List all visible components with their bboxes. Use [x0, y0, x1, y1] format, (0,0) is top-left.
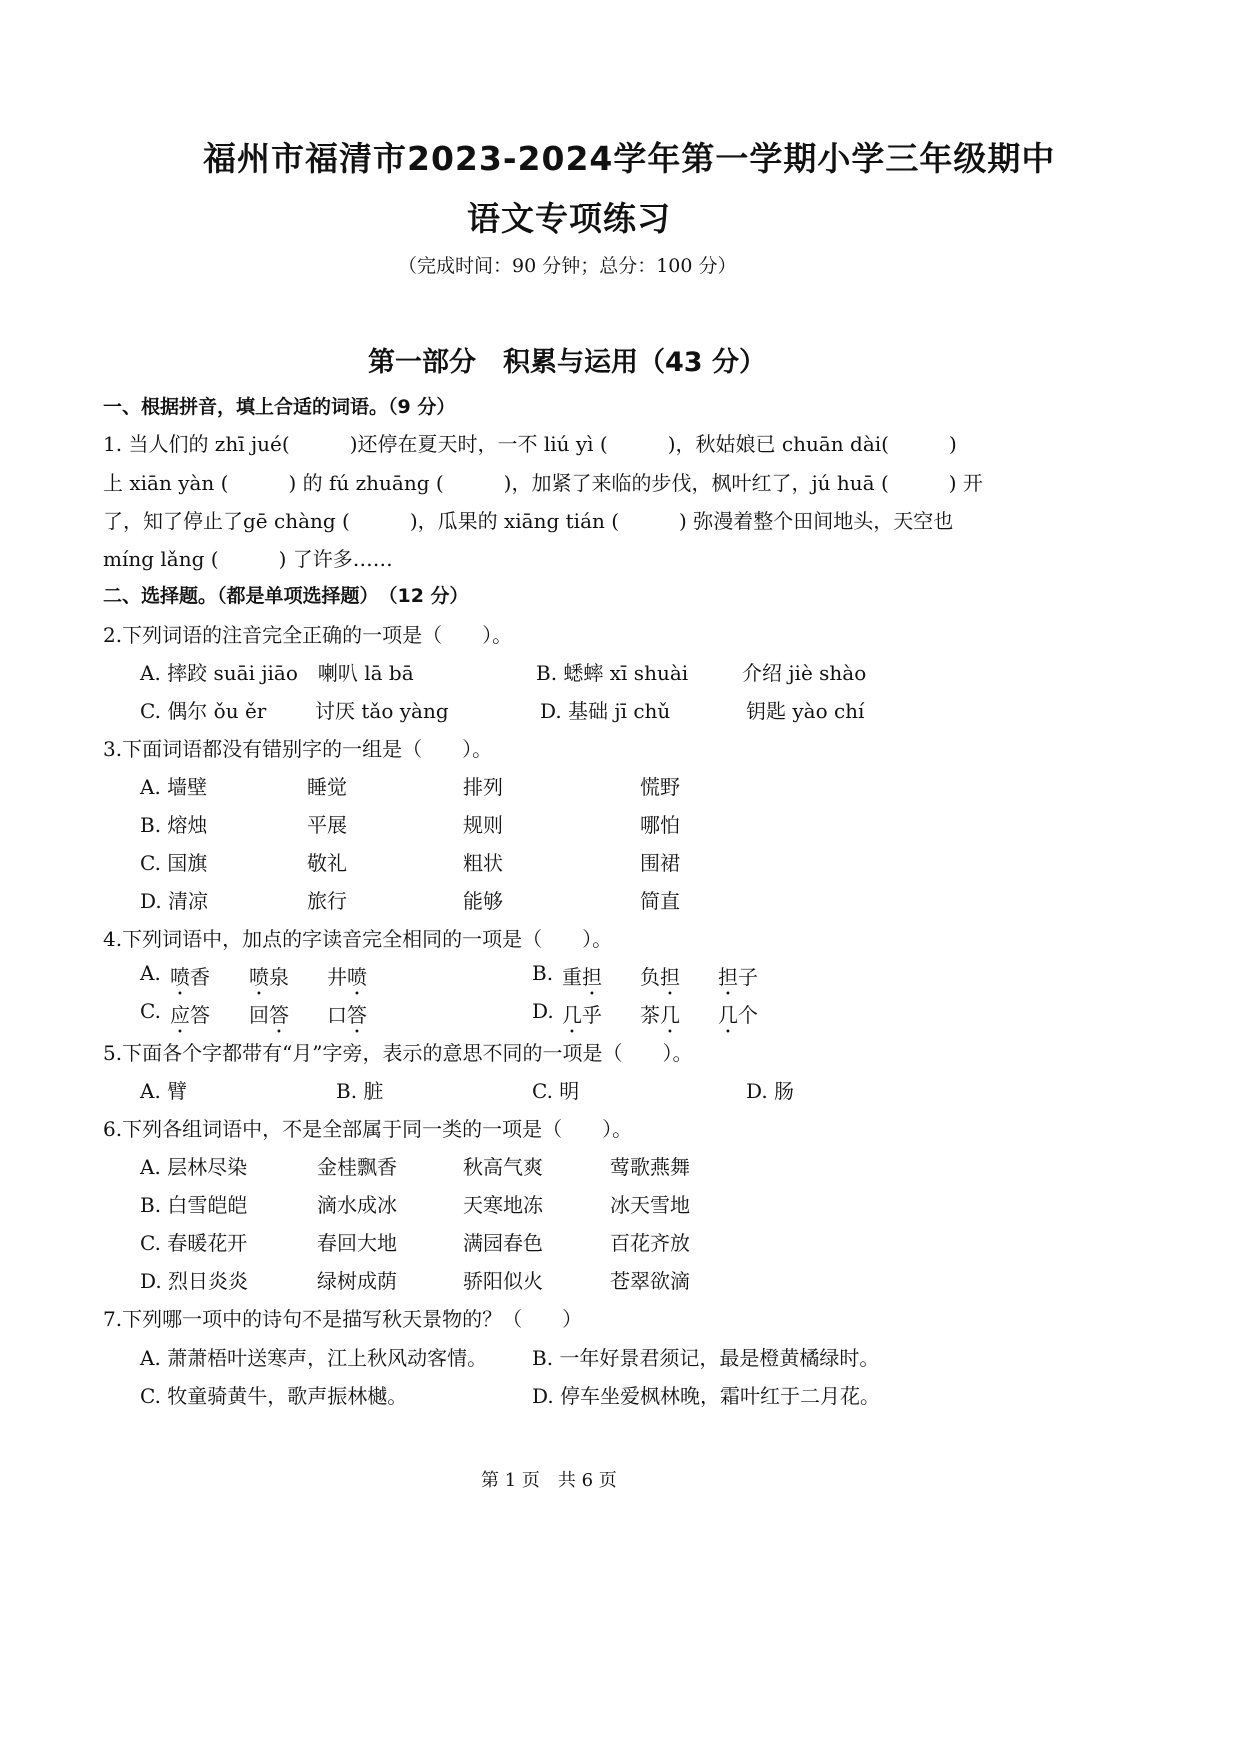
q4-a-label: A. [140, 961, 161, 985]
q3-d-4: 简直 [640, 889, 680, 913]
page-footer: 第 1 页 共 6 页 [481, 1470, 617, 1491]
q1-line1: 1. 当人们的 zhī jué( )还停在夏天时，一不 liú yì ( )，秋姑娘已 chuān dài( ) [103, 432, 957, 456]
q4-b-label: B. [532, 961, 554, 985]
q5-stem: 5.下面各个字都带有“月”字旁，表示的意思不同的一项是（ ）。 [103, 1041, 693, 1065]
q7-option-b: B. 一年好景君须记，最是橙黄橘绿时。 [532, 1346, 880, 1370]
q4-a-word3: 井喷 [327, 965, 367, 989]
q6-b-4: 冰天雪地 [610, 1193, 690, 1217]
q6-d-2: 绿树成荫 [317, 1269, 397, 1293]
q6-c-2: 春回大地 [317, 1231, 397, 1255]
q6-d-3: 骄阳似火 [463, 1269, 543, 1293]
q5-option-d: D. 肠 [746, 1079, 795, 1103]
q4-b-word3: 担子 [718, 965, 758, 989]
q3-stem: 3.下面词语都没有错别字的一组是（ ）。 [103, 737, 493, 761]
q2-option-b2: 介绍 jiè shào [742, 661, 867, 685]
q3-c-3: 粗状 [463, 851, 503, 875]
q4-a-word1: 喷香 [170, 965, 210, 989]
q3-b-1: B. 熔烛 [140, 813, 208, 837]
q7-stem: 7.下列哪一项中的诗句不是描写秋天景物的？（ ） [103, 1307, 583, 1331]
q3-d-2: 旅行 [307, 889, 347, 913]
q6-a-1: A. 层林尽染 [140, 1155, 248, 1179]
q6-b-2: 滴水成冰 [317, 1193, 397, 1217]
q4-d-word2: 茶几 [640, 1003, 680, 1027]
exam-title-line2: 语文专项练习 [467, 199, 671, 238]
q7-option-c: C. 牧童骑黄牛，歌声振林樾。 [140, 1384, 408, 1408]
q3-c-4: 围裙 [640, 851, 680, 875]
q6-c-4: 百花齐放 [610, 1231, 690, 1255]
section2-heading: 二、选择题。（都是单项选择题） （12 分） [103, 585, 469, 607]
q2-option-c2: 讨厌 tǎo yàng [315, 699, 449, 723]
q1-line4: míng lǎng ( ) 了许多…… [103, 547, 393, 571]
q3-b-3: 规则 [463, 813, 503, 837]
q6-stem: 6.下列各组词语中，不是全部属于同一类的一项是（ ）。 [103, 1117, 633, 1141]
q4-c-word1: 应答 [170, 1003, 210, 1027]
q6-c-3: 满园春色 [463, 1231, 543, 1255]
q2-option-c: C. 偶尔 ǒu ěr [140, 699, 267, 723]
q2-option-d: D. 基础 jī chǔ [540, 699, 671, 723]
section1-heading: 一、根据拼音，填上合适的词语。（9 分） [103, 396, 456, 418]
q5-option-a: A. 臂 [140, 1079, 188, 1103]
q6-d-4: 苍翠欲滴 [610, 1269, 690, 1293]
q6-d-1: D. 烈日炎炎 [140, 1269, 249, 1293]
q3-a-3: 排列 [463, 775, 503, 799]
q3-a-2: 睡觉 [307, 775, 347, 799]
q6-a-3: 秋高气爽 [463, 1155, 543, 1179]
q1-line3: 了，知了停止了gē chàng ( )，瓜果的 xiāng tián ( ) 弥漫着整个田间地头，天空也 [103, 509, 954, 533]
part1-title: 第一部分 积累与运用（43 分） [368, 347, 766, 378]
q3-b-2: 平展 [307, 813, 347, 837]
exam-subtitle: （完成时间：90 分钟；总分：100 分） [398, 255, 737, 277]
q4-c-label: C. [140, 999, 161, 1023]
q3-c-2: 敬礼 [307, 851, 347, 875]
q2-option-a: A. 摔跤 suāi jiāo 喇叭 lā bā [140, 661, 414, 685]
q3-d-1: D. 清凉 [140, 889, 209, 913]
q4-d-word3: 几个 [718, 1003, 758, 1027]
q3-a-1: A. 墙壁 [140, 775, 208, 799]
q3-c-1: C. 国旗 [140, 851, 208, 875]
q4-b-word2: 负担 [640, 965, 680, 989]
q6-b-1: B. 白雪皑皑 [140, 1193, 248, 1217]
q3-b-4: 哪怕 [640, 813, 680, 837]
q5-option-c: C. 明 [532, 1079, 580, 1103]
q2-stem: 2.下列词语的注音完全正确的一项是（ ）。 [103, 623, 513, 647]
q4-a-word2: 喷泉 [249, 965, 289, 989]
q2-option-d2: 钥匙 yào chí [746, 699, 865, 723]
q4-d-label: D. [532, 999, 554, 1023]
q1-line2: 上 xiān yàn ( ) 的 fú zhuāng ( )，加紧了来临的步伐，枫叶红了，jú huā ( ) 开 [103, 471, 983, 495]
q6-c-1: C. 春暖花开 [140, 1231, 248, 1255]
q4-stem: 4.下列词语中，加点的字读音完全相同的一项是（ ）。 [103, 927, 613, 951]
q6-a-2: 金桂飘香 [317, 1155, 397, 1179]
exam-title-line1: 福州市福清市2023-2024学年第一学期小学三年级期中 [203, 139, 1056, 178]
q5-option-b: B. 脏 [336, 1079, 384, 1103]
q6-b-3: 天寒地冻 [463, 1193, 543, 1217]
q3-d-3: 能够 [463, 889, 503, 913]
q4-d-word1: 几乎 [562, 1003, 602, 1027]
q4-b-word1: 重担 [562, 965, 602, 989]
q7-option-d: D. 停车坐爱枫林晚，霜叶红于二月花。 [532, 1384, 881, 1408]
q7-option-a: A. 萧萧梧叶送寒声，江上秋风动客情。 [140, 1346, 488, 1370]
q4-c-word2: 回答 [249, 1003, 289, 1027]
q6-a-4: 莺歌燕舞 [610, 1155, 690, 1179]
q3-a-4: 慌野 [640, 775, 680, 799]
q4-c-word3: 口答 [327, 1003, 367, 1027]
q2-option-b: B. 蟋蟀 xī shuài [536, 661, 689, 685]
